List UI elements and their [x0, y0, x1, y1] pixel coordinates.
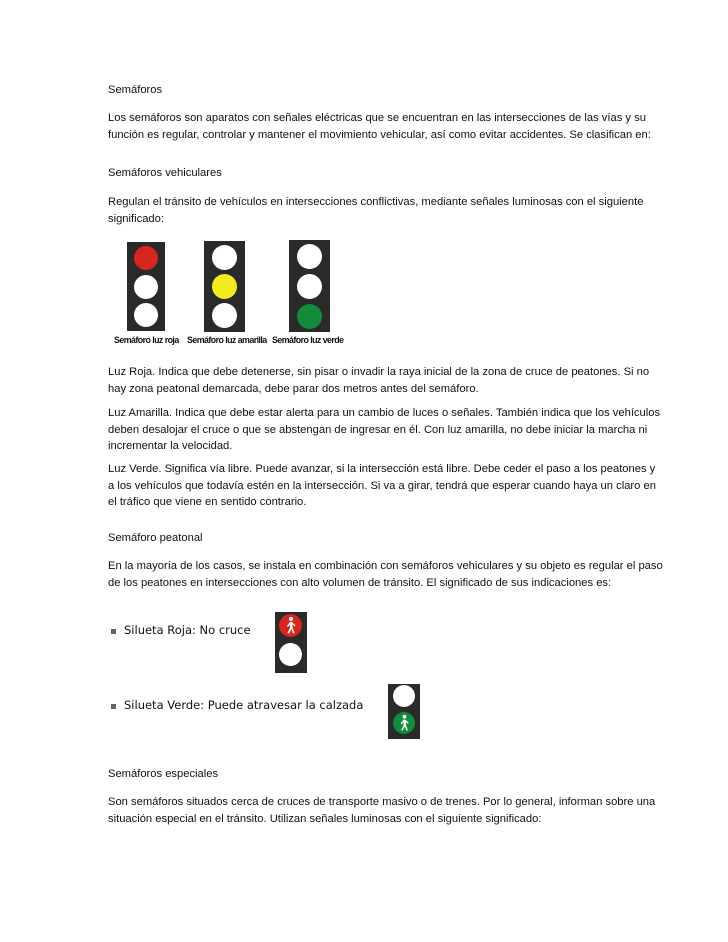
red-light-off	[212, 245, 237, 270]
pedestrian-heading: Semáforo peatonal	[108, 532, 203, 544]
bullet-red-silhouette: Silueta Roja: No cruce	[124, 623, 251, 637]
special-description: Son semáforos situados cerca de cruces de transporte masivo o de trenes. Por lo general, informan sobre una situación especial en el tránsito. Utilizan señales luminosas con el siguiente significado:	[108, 796, 656, 825]
green-light-off	[212, 303, 237, 328]
bullet-green-silhouette: Silueta Verde: Puede atravesar la calzada	[124, 698, 364, 712]
green-silhouette-off	[279, 643, 302, 666]
caption-green-light: Semáforo luz verde	[272, 335, 344, 346]
vehicular-description: Regulan el tránsito de vehículos en intersecciones conflictivas, mediante señales luminosas con el siguiente significado:	[108, 196, 644, 225]
caption-yellow-light: Semáforo luz amarilla	[187, 335, 267, 346]
red-light-off	[297, 244, 322, 269]
green-light-off	[134, 303, 158, 327]
walking-person-icon	[393, 712, 415, 734]
intro-paragraph: Los semáforos son aparatos con señales eléctricas que se encuentran en las intersecciones de las vías y su función es regular, controlar y mantener el movimiento vehicular, así como evitar accidentes. Se clasifican en:	[108, 112, 651, 141]
special-heading: Semáforos especiales	[108, 768, 219, 780]
walking-person-icon	[279, 614, 302, 637]
caption-red-light: Semáforo luz roja	[114, 335, 179, 346]
green-light-on	[297, 304, 322, 329]
yellow-light-off	[134, 275, 158, 299]
green-light-paragraph: Luz Verde. Significa vía libre. Puede avanzar, si la intersección está libre. Debe ceder el paso a los peatones y a los vehículos que todavía estén en la intersección. Si va a girar, tendrá que esperar cuando haya un claro en el tráfico que viene en sentido contrario.	[108, 463, 656, 509]
bullet-marker	[111, 629, 116, 634]
doc-title: Semáforos	[108, 84, 163, 96]
red-silhouette-off	[393, 685, 415, 707]
pedestrian-description: En la mayoría de los casos, se instala en combinación con semáforos vehiculares y su objeto es regular el paso de los peatones en intersecciones con alto volumen de tránsito. El significado de sus indicaciones es:	[108, 560, 663, 589]
yellow-light-off	[297, 274, 322, 299]
red-light-paragraph: Luz Roja. Indica que debe detenerse, sin pisar o invadir la raya inicial de la zona de cruce de peatones. Si no hay zona peatonal demarcada, debe parar dos metros antes del semáforo.	[108, 366, 650, 395]
vehicular-heading: Semáforos vehiculares	[108, 167, 222, 179]
yellow-light-paragraph: Luz Amarilla. Indica que debe estar alerta para un cambio de luces o señales. También indica que los vehículos deben desalojar el cruce o que se abstengan de ingresar en él. Con luz amarilla, no debe iniciar la marcha ni incrementar la velocidad.	[108, 407, 661, 453]
yellow-light-on	[212, 274, 237, 299]
red-light-on	[134, 246, 158, 270]
bullet-marker	[111, 704, 116, 709]
